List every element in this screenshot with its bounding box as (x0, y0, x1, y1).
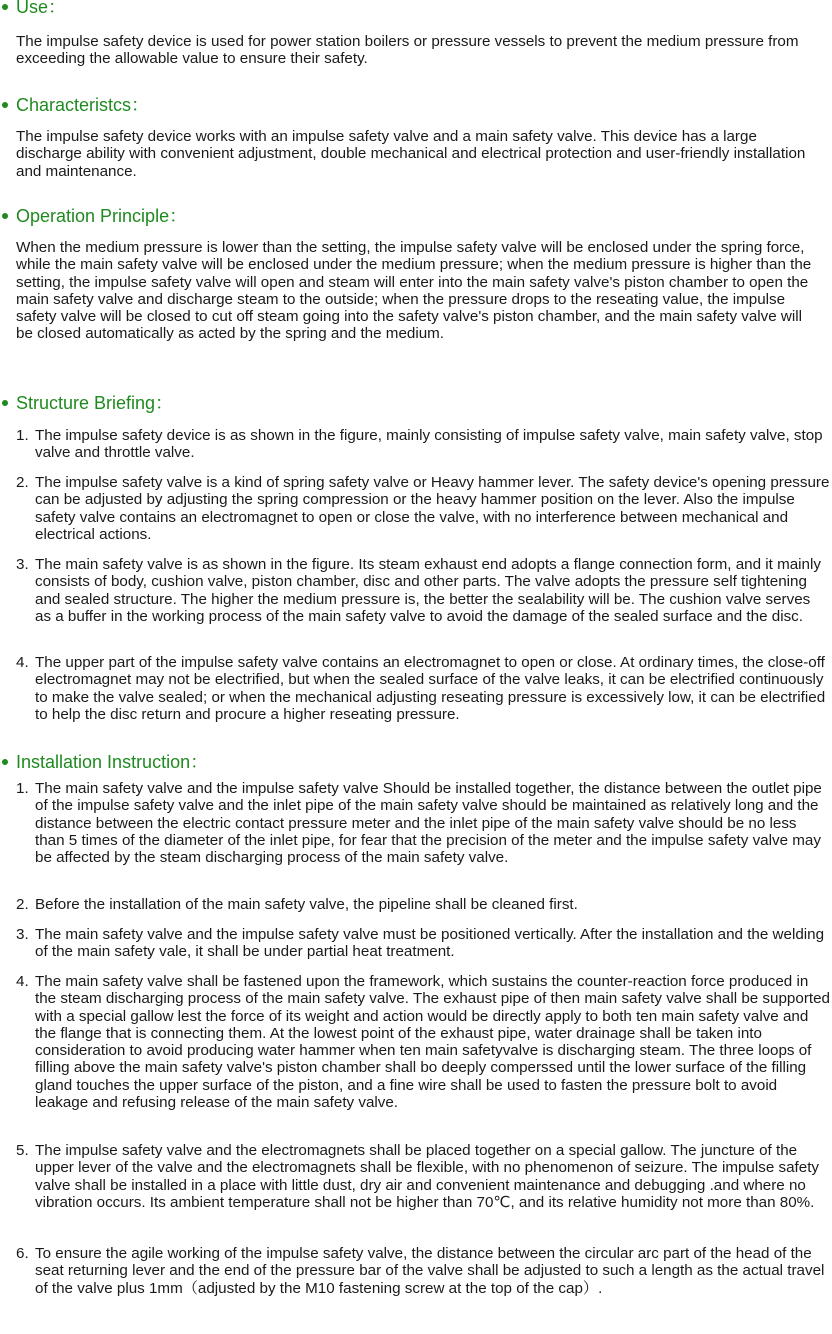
use-paragraph: The impulse safety device is used for power station boilers or pressure vessels to prevent the medium pressure from exceeding the allowable value to ensure their safety. (16, 33, 799, 68)
section-heading-installation-instruction (0, 752, 208, 772)
installation-list-item (16, 896, 830, 913)
item-number: 2. (16, 896, 29, 913)
heading-text: Use： (16, 0, 67, 17)
heading-text: Installation Instruction： (16, 752, 209, 772)
item-number: 3. (16, 926, 29, 943)
bullet-icon (2, 213, 8, 219)
installation-list-item (16, 780, 830, 866)
item-number: 4. (16, 973, 29, 990)
heading-text: Characteristcs： (16, 95, 150, 115)
item-number: 6. (16, 1245, 29, 1262)
item-text: The main safety valve is as shown in the figure. Its steam exhaust end adopts a flange connection form, and it mainly consists of body, cushion valve, piston chamber, disc and other parts. The valve adopts the pressure self tightening and sealed structure. The higher the medium pressure is, the better the sealability will be. The cushion valve serves as a buffer in the working process of the main safety valve to avoid the damage of the sealed surface and the disc. (35, 556, 821, 625)
item-text: The impulse safety valve and the electromagnets shall be placed together on a special gallow. The juncture of the upper lever of the valve and the electromagnets shall be flexible, with no phenomenon of seizure. The impulse safety valve shall be installed in a place with little dust, dry air and convenient maintenance and debugging .and where no vibration occurs. Its ambient temperature shall not be higher than 70℃, and its relative humidity not more than 80%. (35, 1142, 820, 1211)
characteristics-paragraph: The impulse safety device works with an impulse safety valve and a main safety valve. This device has a large discharge ability with convenient adjustment, double mechanical and electrical protection and user-friendly installation and maintenance. (16, 128, 806, 180)
heading-text: Operation Principle： (16, 206, 188, 226)
item-text: The main safety valve shall be fastened upon the framework, which sustains the counter-reaction force produced in the steam discharging process of the main safety valve. The exhaust pipe of then main safety valve shall be supported with a special gallow lest the force of its weight and action would be directly apply to both ten main safety valve and the flange that is connecting them. At the lowest point of the exhaust pipe, water drainage shall be taken into consideration to avoid producing water hammer when ten main safetyvalve is discharging steam. The three loops of filling above the main safety valve's piston chamber shall bo deeply comperssed until the lower surface of the filling gland touches the upper surface of the piston, and a fine wire shall be used to fasten the pressure bolt to avoid leakage and refusing release of the main safety valve. (35, 973, 830, 1112)
item-text: The impulse safety valve is a kind of spring safety valve or Heavy hammer lever. The safety device's opening pressure can be adjusted by adjusting the spring compression or the heavy hammer position on the lever. Also the impulse safety valve contains an electromagnet to open or close the valve, with no interference between mechanical and electrical actions. (35, 474, 830, 543)
item-text: The upper part of the impulse safety valve contains an electromagnet to open or close. At ordinary times, the close-off electromagnet may not be electrified, but when the sealed surface of the valve leaks, it can be electrified continuously to make the valve sealed; or when the mechanical adjusting reseating pressure is excessively low, it can be electrified to help the disc return and procure a higher reseating pressure. (35, 654, 826, 723)
item-number: 1. (16, 780, 29, 797)
section-heading-use (0, 0, 66, 17)
item-text: The impulse safety device is as shown in the figure, mainly consisting of impulse safety valve, main safety valve, stop valve and throttle valve. (35, 427, 823, 462)
item-text: The main safety valve and the impulse safety valve Should be installed together, the distance between the outlet pipe of the impulse safety valve and the inlet pipe of the main safety valve should be maintained as relatively long and the distance between the electric contact pressure meter and the inlet pipe of the main safety valve should be no less than 5 times of the diameter of the inlet pipe, for fear that the precision of the meter and the impulse safety valve may be affected by the steam discharging process of the main safety valve. (35, 780, 822, 867)
item-number: 4. (16, 654, 29, 671)
installation-list-item (16, 1245, 830, 1297)
installation-list-item (16, 926, 830, 961)
section-heading-operation-principle (0, 206, 187, 226)
item-text: Before the installation of the main safety valve, the pipeline shall be cleaned first. (35, 896, 578, 913)
bullet-icon (2, 4, 8, 10)
installation-list-item (16, 1142, 830, 1211)
item-text: The main safety valve and the impulse safety valve must be positioned vertically. After the installation and the welding of the main safety vale, it shall be under partial heat treatment. (35, 926, 825, 961)
item-number: 2. (16, 474, 29, 491)
item-number: 3. (16, 556, 29, 573)
bullet-icon (2, 759, 8, 765)
item-number: 1. (16, 427, 29, 444)
bullet-icon (2, 400, 8, 406)
section-heading-characteristics (0, 95, 149, 115)
structure-list-item (16, 654, 830, 723)
section-heading-structure-briefing (0, 393, 173, 413)
heading-text: Structure Briefing： (16, 393, 174, 413)
item-number: 5. (16, 1142, 29, 1159)
operation-paragraph: When the medium pressure is lower than the setting, the impulse safety valve will be enclosed under the spring force, while the main safety valve will be enclosed under the medium pressure; when the medium pressure is higher than the setting, the impulse safety valve will open and steam will enter into the main safety valve's piston chamber to open the main safety valve and discharge steam to the outside; when the pressure drops to the reseating value, the impulse safety valve will be closed to cut off steam going into the safety valve's piston chamber, and the main safety valve will be closed automatically as acted by the spring and the medium. (16, 239, 812, 343)
structure-list-item (16, 556, 830, 625)
item-text: To ensure the agile working of the impulse safety valve, the distance between the circular arc part of the head of the seat returning lever and the end of the pressure bar of the valve shall be adjusted to such a length as the actual travel of the valve plus 1mm（adjusted by the M10 fastening screw at the top of the cap）. (35, 1245, 825, 1297)
structure-list-item (16, 427, 830, 462)
bullet-icon (2, 102, 8, 108)
structure-list-item (16, 474, 830, 543)
installation-list-item (16, 973, 830, 1111)
